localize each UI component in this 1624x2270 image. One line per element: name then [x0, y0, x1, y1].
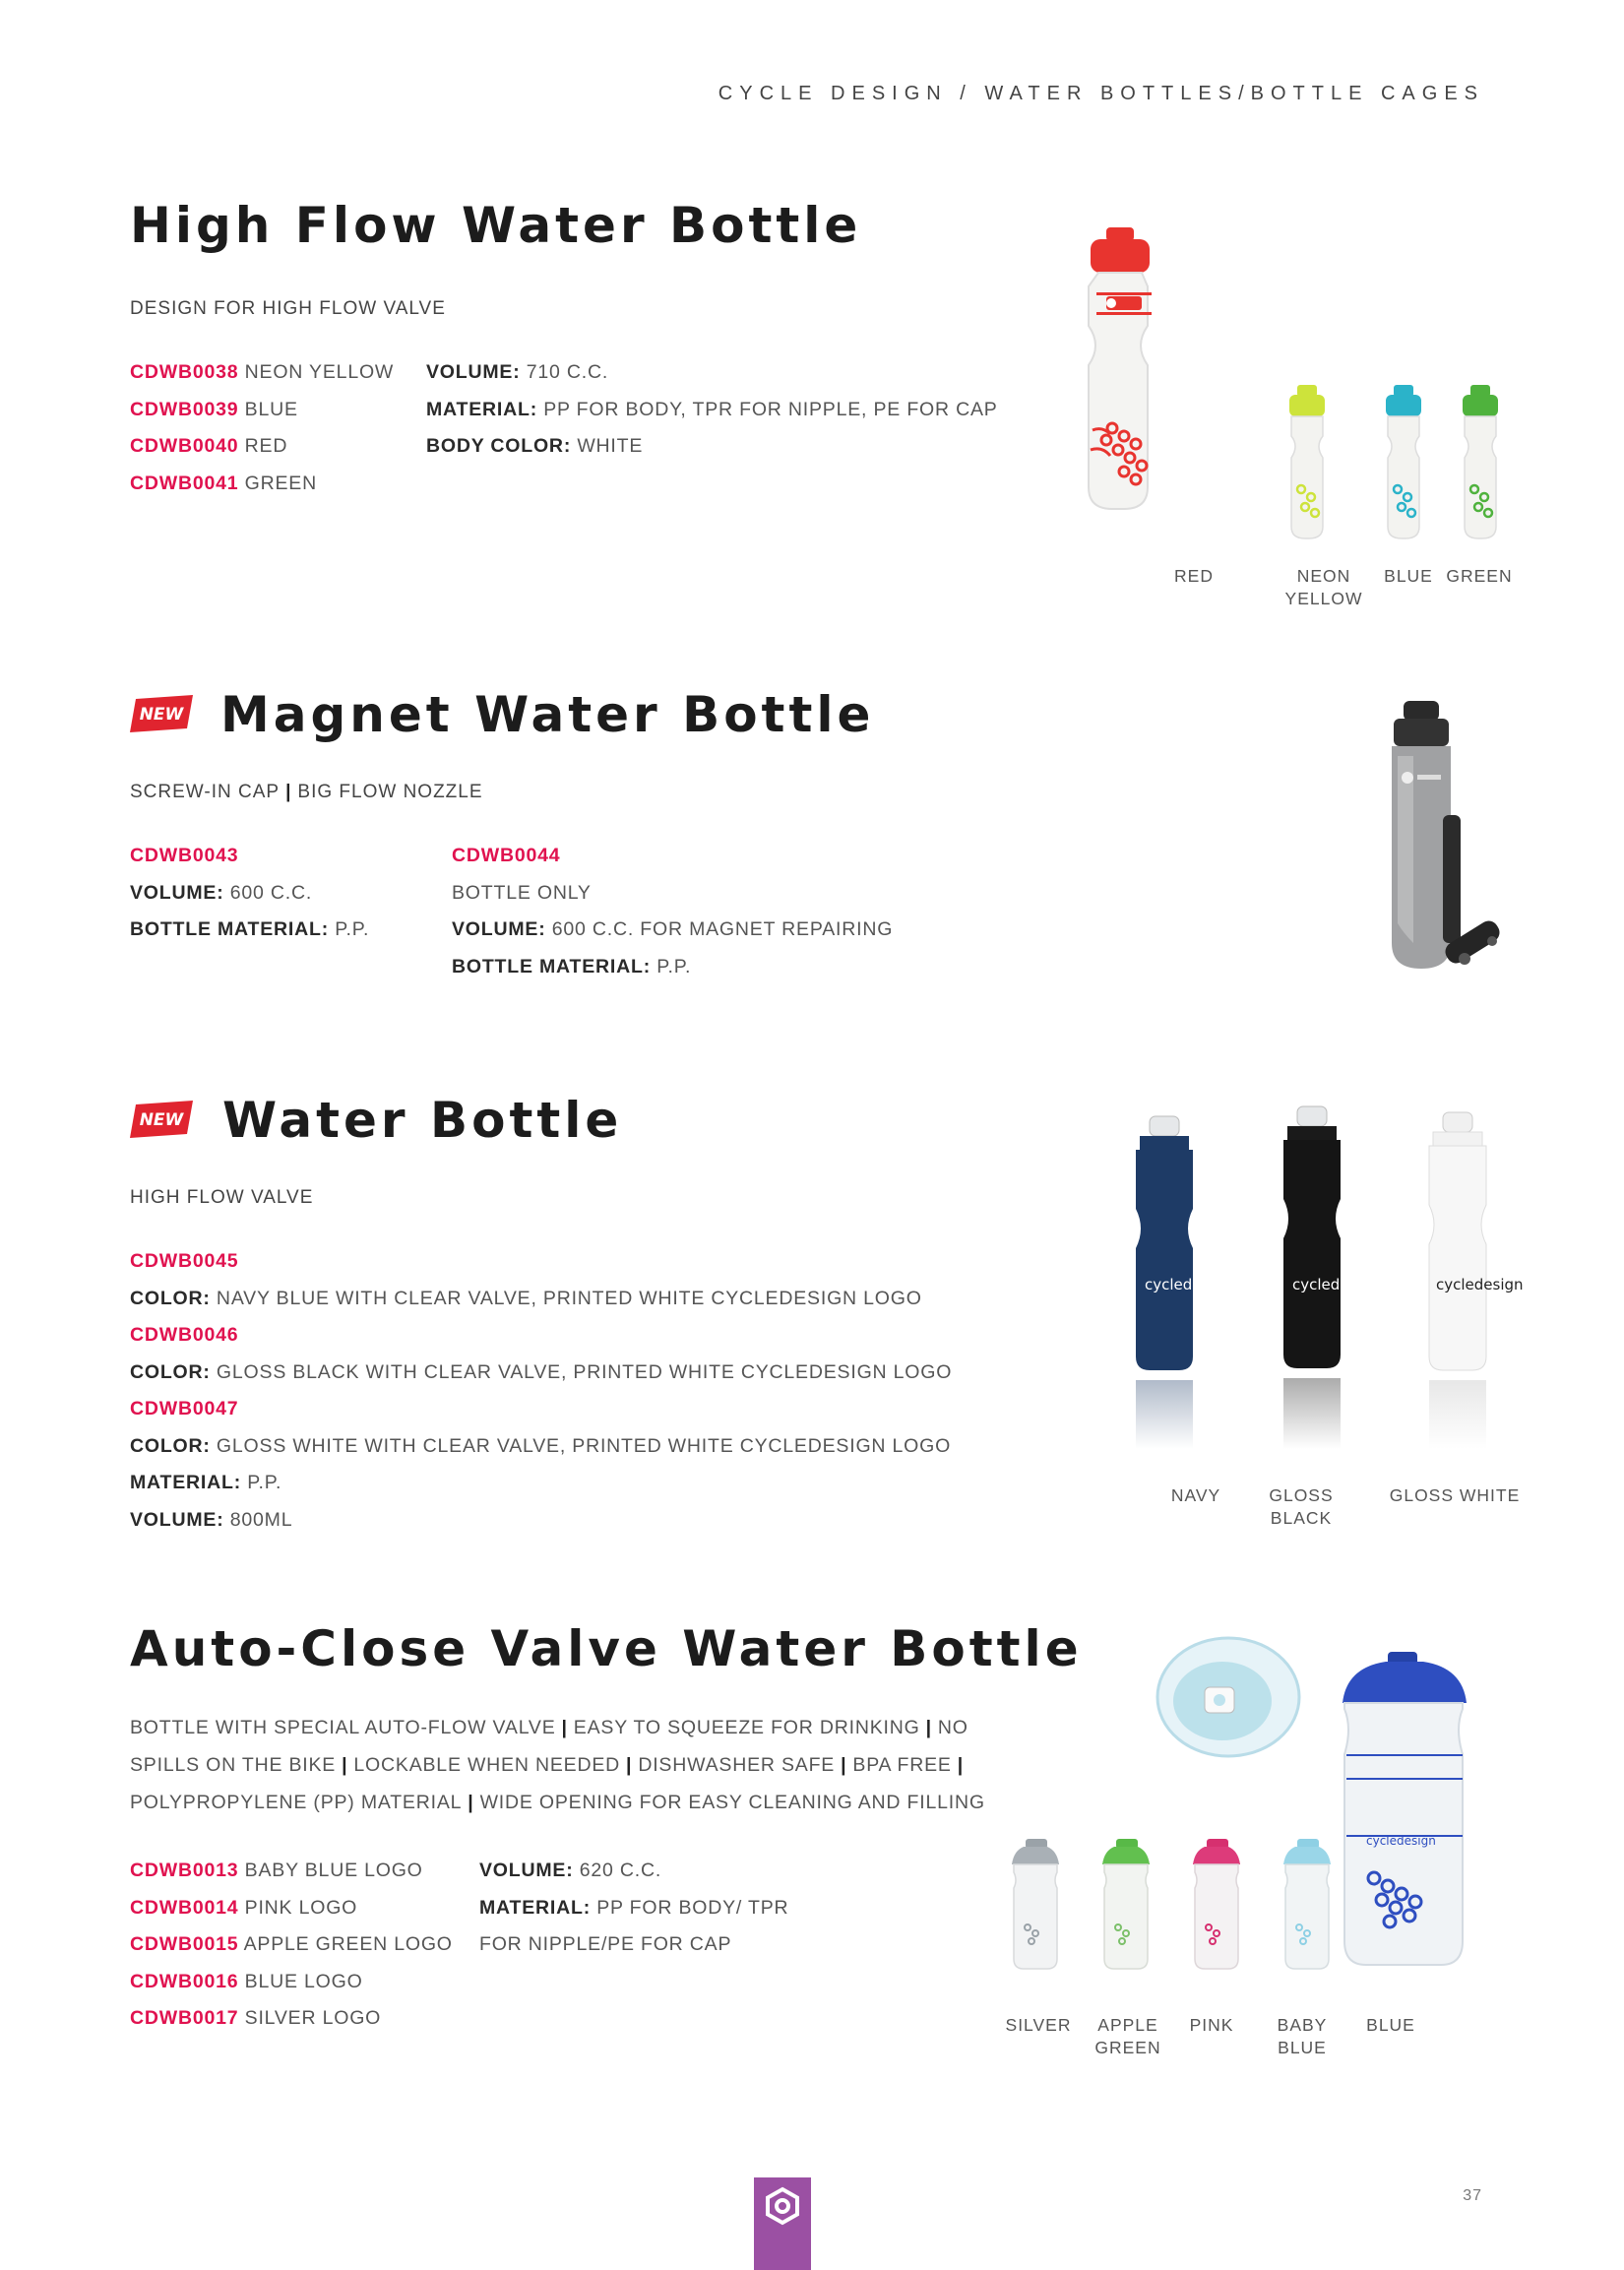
footer-brand-tab	[754, 2177, 811, 2270]
new-badge-icon	[130, 695, 193, 732]
high-flow-specs	[426, 354, 998, 466]
spec-label: VOLUME:	[130, 1508, 224, 1531]
product-variant: GREEN	[238, 472, 318, 494]
code-line	[130, 392, 394, 429]
caption-gloss-black: GLOSS BLACK	[1269, 1485, 1334, 1528]
spec-label: MATERIAL:	[479, 1896, 591, 1919]
caption-navy: NAVY	[1170, 1485, 1221, 1505]
spec-value: GLOSS WHITE WITH CLEAR VALVE, PRINTED WHITE CYCLEDESIGN LOGO	[210, 1434, 952, 1457]
blue-bottle-icon	[1343, 1652, 1467, 1965]
neon-yellow-bottle-icon	[1289, 385, 1325, 538]
caption-line: YELLOW	[1284, 589, 1363, 608]
separator: |	[841, 1754, 847, 1776]
magnet-right-specs	[452, 838, 893, 985]
caption-line: APPLE	[1097, 2015, 1158, 2035]
product-code: CDWB0013	[130, 1860, 239, 1881]
caption-apple-green	[1091, 2014, 1165, 2059]
code-line	[130, 2000, 453, 2038]
caption-silver: SILVER	[1005, 2015, 1072, 2035]
spec-value: 620 C.C.	[573, 1860, 662, 1881]
spec-value: 600 C.C.	[223, 881, 313, 904]
water-bottle-title: Water Bottle	[222, 1092, 623, 1149]
apple-green-bottle-icon	[1102, 1839, 1150, 1969]
spec-line	[426, 428, 998, 466]
spec-line	[479, 1890, 788, 1927]
black-bottle-icon	[1283, 1106, 1380, 1449]
desc-part: BOTTLE WITH SPECIAL AUTO-FLOW VALVE	[130, 1717, 556, 1738]
separator: |	[957, 1754, 964, 1776]
spec-value: P.P.	[240, 1472, 282, 1493]
brand-logo-icon	[754, 2177, 811, 2235]
spec-line	[130, 875, 369, 913]
magnet-title: Magnet Water Bottle	[220, 686, 875, 743]
green-bottle-icon	[1463, 385, 1498, 538]
desc-line	[130, 1709, 985, 1746]
caption-blue: BLUE	[1384, 566, 1433, 586]
spec-line	[452, 912, 893, 949]
svg-text:NEW: NEW	[139, 705, 184, 725]
spec-value: P.P.	[651, 955, 692, 977]
spec-label: VOLUME:	[426, 361, 521, 383]
page-number: 37	[1463, 2187, 1482, 2204]
product-variant: RED	[238, 435, 288, 457]
spec-value: 800ML	[223, 1508, 293, 1531]
spec-label: MATERIAL:	[130, 1472, 241, 1493]
spec-line	[130, 1502, 952, 1540]
separator: |	[468, 1792, 474, 1813]
caption-line: NEON	[1296, 566, 1351, 586]
code-line	[130, 428, 394, 466]
separator: |	[561, 1717, 568, 1738]
caption-neon-yellow	[1280, 565, 1368, 610]
code-line	[130, 466, 394, 503]
spec-label: BODY COLOR:	[426, 435, 572, 457]
caption-blue: BLUE	[1366, 2015, 1415, 2035]
auto-close-title: Auto-Close Valve Water Bottle	[130, 1620, 1083, 1677]
high-flow-bottles-image	[1063, 221, 1526, 556]
desc-part: SPILLS ON THE BIKE	[130, 1754, 337, 1776]
desc-line	[130, 1784, 985, 1821]
spec-value: PP FOR BODY/ TPR	[590, 1896, 789, 1919]
product-code: CDWB0038	[130, 361, 239, 383]
separator: |	[342, 1754, 348, 1776]
product-code: CDWB0047	[130, 1398, 239, 1419]
spec-value: 600 C.C. FOR MAGNET REPAIRING	[545, 918, 894, 940]
water-bottle-specs	[130, 1243, 952, 1539]
auto-close-specs	[479, 1853, 788, 1964]
new-badge-icon	[130, 1101, 193, 1138]
caption-gloss-white: GLOSS WHITE	[1389, 1485, 1521, 1505]
high-flow-title: High Flow Water Bottle	[130, 197, 862, 254]
svg-text:cycledesign: cycledesign	[1366, 1834, 1436, 1848]
magnet-bottle-image	[1358, 697, 1516, 1012]
baby-blue-bottle-icon	[1283, 1839, 1331, 1969]
caption-line: BLUE	[1278, 2038, 1327, 2057]
magnet-subtitle	[130, 782, 483, 803]
spec-value: P.P.	[329, 918, 370, 940]
white-bottle-icon	[1429, 1112, 1524, 1449]
silver-bottle-icon	[1012, 1839, 1059, 1969]
water-bottle-subtitle: HIGH FLOW VALVE	[130, 1187, 314, 1208]
caption-red: RED	[1174, 566, 1214, 586]
water-bottles-image	[1112, 1103, 1526, 1477]
spec-label: VOLUME:	[130, 881, 224, 904]
desc-part: WIDE OPENING FOR EASY CLEANING AND FILLING	[479, 1792, 985, 1813]
code-line	[130, 1853, 453, 1890]
spec-value: NAVY BLUE WITH CLEAR VALVE, PRINTED WHITE CYCLEDESIGN LOGO	[210, 1287, 922, 1309]
product-variant: APPLE GREEN LOGO	[238, 1933, 453, 1955]
caption-baby-blue	[1264, 2014, 1341, 2059]
caption-green: GREEN	[1446, 566, 1513, 586]
product-code: CDWB0039	[130, 398, 239, 420]
high-flow-codes	[130, 354, 394, 502]
spec-line	[130, 912, 369, 949]
svg-text:cycledesign: cycledesign	[1292, 1276, 1380, 1293]
desc-part: POLYPROPYLENE (PP) MATERIAL	[130, 1792, 463, 1813]
code-line	[130, 1890, 453, 1927]
product-code: CDWB0016	[130, 1970, 239, 1992]
product-variant: PINK LOGO	[238, 1896, 358, 1919]
red-bottle-icon	[1089, 227, 1152, 509]
desc-part: EASY TO SQUEEZE FOR DRINKING	[573, 1717, 920, 1738]
spec-value: PP FOR BODY, TPR FOR NIPPLE, PE FOR CAP	[536, 398, 998, 420]
product-variant: SILVER LOGO	[238, 2007, 382, 2029]
auto-close-codes	[130, 1853, 453, 2038]
product-code: CDWB0043	[130, 845, 239, 866]
auto-close-description	[130, 1709, 985, 1821]
spec-label: BOTTLE MATERIAL:	[130, 918, 329, 940]
desc-part: NO	[937, 1717, 968, 1738]
spec-label: MATERIAL:	[426, 398, 537, 420]
separator: |	[626, 1754, 633, 1776]
separator: |	[925, 1717, 932, 1738]
product-code: CDWB0041	[130, 472, 239, 494]
spec-line	[130, 1465, 952, 1502]
subtitle-part: BIG FLOW NOZZLE	[297, 782, 483, 802]
desc-part: DISHWASHER SAFE	[638, 1754, 836, 1776]
spec-label: BOTTLE MATERIAL:	[452, 955, 651, 977]
navy-bottle-icon	[1136, 1116, 1232, 1449]
spec-label: COLOR:	[130, 1360, 211, 1383]
product-variant: BABY BLUE LOGO	[238, 1860, 423, 1881]
code-line	[130, 354, 394, 392]
caption-pink: PINK	[1189, 2015, 1234, 2035]
product-code: CDWB0040	[130, 435, 239, 457]
page-header: CYCLE DESIGN / WATER BOTTLES/BOTTLE CAGES	[718, 83, 1484, 104]
product-code: CDWB0017	[130, 2007, 239, 2029]
product-variant: NEON YELLOW	[238, 361, 395, 383]
high-flow-subtitle: DESIGN FOR HIGH FLOW VALVE	[130, 298, 446, 319]
caption-line: GREEN	[1094, 2038, 1161, 2057]
svg-text:cycledesign: cycledesign	[1145, 1276, 1232, 1293]
spec-value: 710 C.C.	[520, 361, 609, 383]
spec-line	[130, 1355, 952, 1392]
pink-bottle-icon	[1193, 1839, 1240, 1969]
spec-line	[452, 949, 893, 986]
blue-bottle-icon	[1386, 385, 1421, 538]
spec-line	[130, 1281, 952, 1318]
spec-label: COLOR:	[130, 1287, 211, 1309]
valve-cap-icon	[1157, 1638, 1299, 1756]
caption-line: BABY	[1277, 2015, 1328, 2035]
product-variant: BLUE LOGO	[238, 1970, 363, 1992]
code-line	[130, 1926, 453, 1964]
spec-label: COLOR:	[130, 1434, 211, 1457]
desc-line	[130, 1746, 985, 1784]
svg-text:cycledesign: cycledesign	[1436, 1276, 1524, 1293]
product-code: CDWB0044	[452, 845, 561, 866]
spec-label: VOLUME:	[452, 918, 546, 940]
code-line	[130, 1964, 453, 2001]
desc-part: BPA FREE	[852, 1754, 952, 1776]
desc-part: LOCKABLE WHEN NEEDED	[353, 1754, 621, 1776]
subtitle-part: SCREW-IN CAP	[130, 782, 281, 802]
spec-label: VOLUME:	[479, 1860, 574, 1881]
product-variant: BLUE	[238, 398, 298, 420]
spec-line: FOR NIPPLE/PE FOR CAP	[479, 1933, 732, 1955]
spec-line	[426, 354, 998, 392]
svg-text:NEW: NEW	[139, 1110, 184, 1130]
product-code: CDWB0046	[130, 1324, 239, 1346]
magnet-left-specs	[130, 838, 369, 949]
auto-close-bottles-image	[1000, 1632, 1512, 2006]
spec-line	[130, 1428, 952, 1466]
spec-line	[426, 392, 998, 429]
product-code: CDWB0015	[130, 1933, 239, 1955]
product-code: CDWB0045	[130, 1250, 239, 1272]
product-code: CDWB0014	[130, 1896, 239, 1919]
spec-value: WHITE	[571, 435, 644, 457]
spec-value: GLOSS BLACK WITH CLEAR VALVE, PRINTED WHITE CYCLEDESIGN LOGO	[210, 1360, 953, 1383]
spec-line	[479, 1853, 788, 1890]
spec-note: BOTTLE ONLY	[452, 881, 592, 904]
separator: |	[285, 782, 292, 802]
